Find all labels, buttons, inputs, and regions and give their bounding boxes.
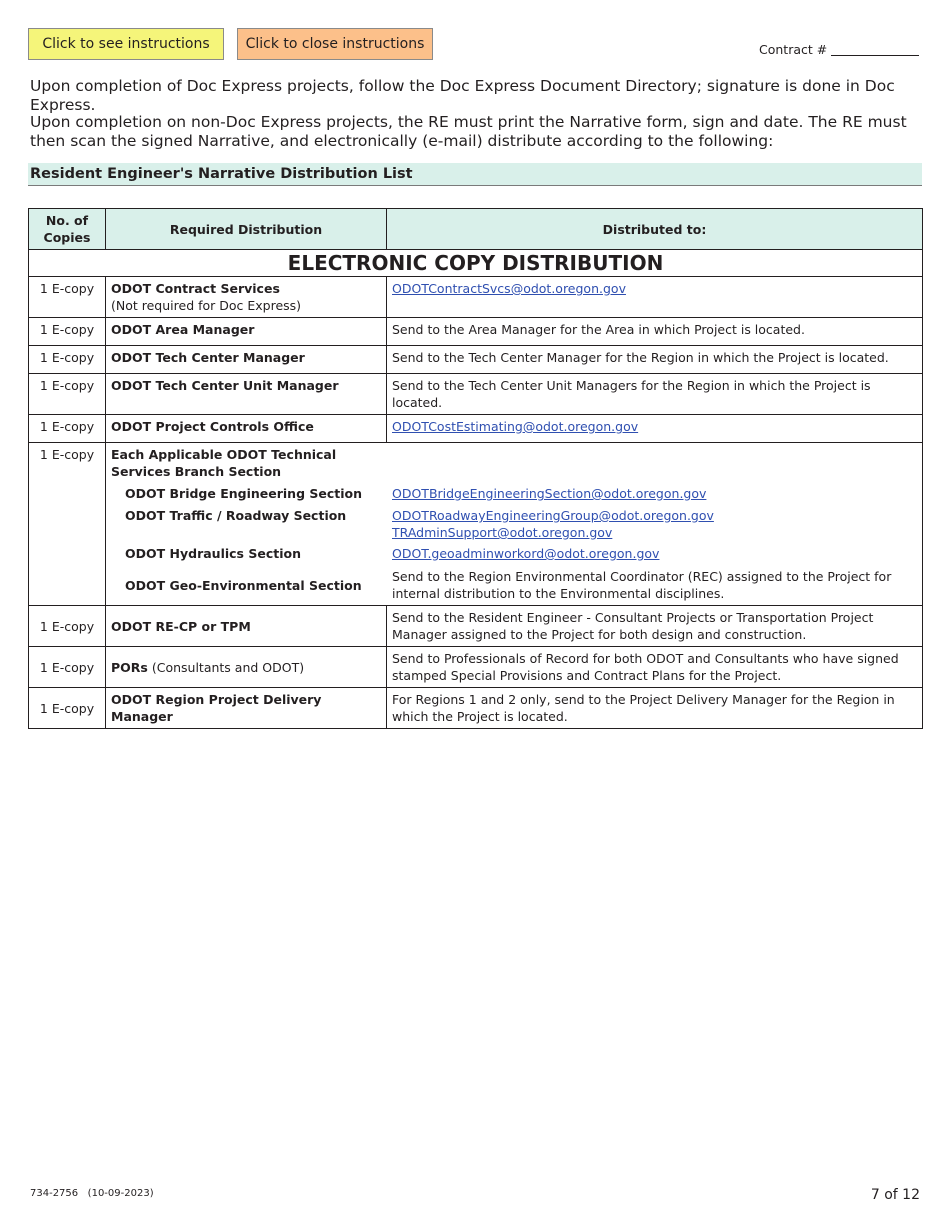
distributed-cell: Send to the Resident Engineer - Consultant Projects or Transportation Project Manager assigned to the Project for both design and construction. <box>387 606 923 647</box>
email-link[interactable]: ODOTCostEstimating@odot.oregon.gov <box>392 419 639 434</box>
distributed-cell: Send to the Tech Center Unit Managers for the Region in which the Project is located. <box>387 374 923 415</box>
distributed-cell <box>387 277 923 318</box>
bridge-email-link[interactable]: ODOTBridgeEngineeringSection@odot.oregon.gov <box>392 486 707 501</box>
technical-heading: Each Applicable ODOT Technical Services Branch Section <box>111 447 337 479</box>
distributed-cell <box>387 415 923 443</box>
required-cell <box>106 647 387 688</box>
copies-cell: 1 E-copy <box>29 374 106 415</box>
table-row <box>29 318 923 346</box>
copies-cell: 1 E-copy <box>29 688 106 729</box>
banner-row <box>29 250 923 277</box>
header-required: Required Distribution <box>106 209 387 250</box>
technical-sections-cell <box>106 443 923 606</box>
form-number: 734-2756 (10-09-2023) <box>30 1188 154 1199</box>
distributed-cell: Send to the Area Manager for the Area in which Project is located. <box>387 318 923 346</box>
contract-number-field[interactable] <box>759 42 919 57</box>
required-label: PORs <box>111 659 148 675</box>
email-link[interactable]: ODOTContractSvcs@odot.oregon.gov <box>392 281 626 296</box>
header-copies: No. of Copies <box>29 209 106 250</box>
hydraulics-email-link[interactable]: ODOT.geoadminworkord@odot.oregon.gov <box>392 546 660 561</box>
page-number: 7 of 12 <box>870 1187 920 1203</box>
table-row <box>29 606 923 647</box>
required-cell: ODOT Tech Center Unit Manager <box>106 374 387 415</box>
required-note: (Not required for Doc Express) <box>111 298 302 313</box>
required-note: (Consultants and ODOT) <box>151 659 305 675</box>
distributed-cell: Send to the Tech Center Manager for the Region in which the Project is located. <box>387 346 923 374</box>
tradmin-email-link[interactable]: TRAdminSupport@odot.oregon.gov <box>392 525 613 540</box>
header-distributed: Distributed to: <box>387 209 923 250</box>
table-row <box>29 688 923 729</box>
non-doc-express-paragraph: Upon completion on non-Doc Express projects, the RE must print the Narrative form, sign and date. The RE must then scan the signed Narrative, and electronically (e-mail) distribute according to the following: <box>30 113 907 150</box>
contract-label: Contract # <box>759 42 828 57</box>
table-row <box>29 277 923 318</box>
copies-cell: 1 E-copy <box>29 606 106 647</box>
copies-cell: 1 E-copy <box>29 443 106 606</box>
hydraulics-label: ODOT Hydraulics Section <box>125 546 301 561</box>
copies-cell: 1 E-copy <box>29 415 106 443</box>
copies-cell: 1 E-copy <box>29 346 106 374</box>
table-row <box>29 346 923 374</box>
copies-cell: 1 E-copy <box>29 647 106 688</box>
doc-express-paragraph: Upon completion of Doc Express projects, follow the Doc Express Document Directory; signature is done in Doc Express. <box>30 77 895 114</box>
see-instructions-button[interactable]: Click to see instructions <box>28 28 224 60</box>
copies-cell: 1 E-copy <box>29 318 106 346</box>
required-label: ODOT Contract Services <box>111 281 280 296</box>
required-cell: ODOT Region Project Delivery Manager <box>106 688 387 729</box>
bridge-label: ODOT Bridge Engineering Section <box>125 486 363 501</box>
traffic-label: ODOT Traffic / Roadway Section <box>125 508 347 523</box>
required-cell: ODOT Project Controls Office <box>106 415 387 443</box>
distributed-cell: For Regions 1 and 2 only, send to the Project Delivery Manager for the Region in which the Project is located. <box>387 688 923 729</box>
required-cell: ODOT Area Manager <box>106 318 387 346</box>
table-row <box>29 374 923 415</box>
roadway-email-link[interactable]: ODOTRoadwayEngineeringGroup@odot.oregon.gov <box>392 508 714 523</box>
table-header-row <box>29 209 923 250</box>
table-row <box>29 647 923 688</box>
geo-label: ODOT Geo-Environmental Section <box>125 577 362 593</box>
contract-input-line[interactable] <box>831 43 919 56</box>
section-title: Resident Engineer's Narrative Distribution List <box>28 163 922 186</box>
required-cell: ODOT Tech Center Manager <box>106 346 387 374</box>
table-row <box>29 415 923 443</box>
distribution-table <box>28 208 923 729</box>
required-cell: ODOT RE-CP or TPM <box>106 606 387 647</box>
copies-cell: 1 E-copy <box>29 277 106 318</box>
required-cell <box>106 277 387 318</box>
table-row-technical <box>29 443 923 606</box>
geo-text: Send to the Region Environmental Coordinator (REC) assigned to the Project for internal distribution to the Environmental disciplines. <box>392 569 892 601</box>
distributed-cell: Send to Professionals of Record for both ODOT and Consultants who have signed stamped Special Provisions and Contract Plans for the Project. <box>387 647 923 688</box>
electronic-copy-banner: ELECTRONIC COPY DISTRIBUTION <box>29 250 923 277</box>
close-instructions-button[interactable]: Click to close instructions <box>237 28 433 60</box>
